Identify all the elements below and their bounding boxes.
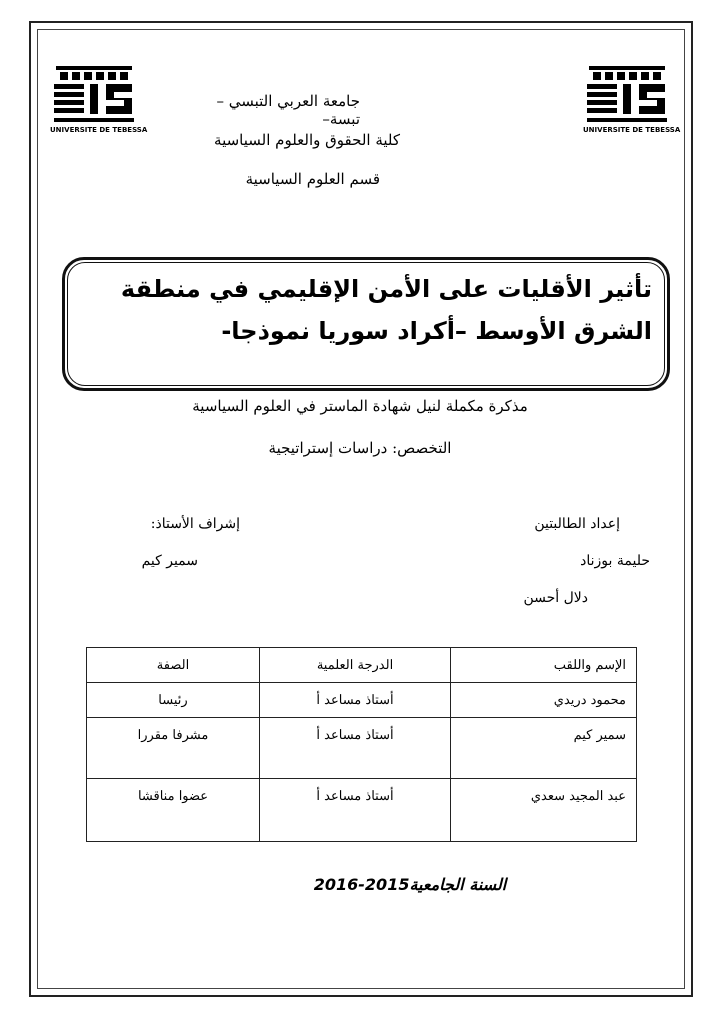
supervisor-label: إشراف الأستاذ: <box>150 516 240 532</box>
table-header-cell: الدرجة العلمية <box>260 648 451 683</box>
faculty-name: كلية الحقوق والعلوم السياسية <box>214 131 400 149</box>
university-logo-right <box>583 62 681 142</box>
university-name: جامعة العربي التبسي –تبسة– <box>216 92 360 128</box>
student-name: دلال أحسن <box>523 590 588 606</box>
table-row <box>87 779 637 842</box>
thesis-subtitle: مذكرة مكملة لنيل شهادة الماستر في العلوم السياسية <box>192 397 528 415</box>
table-cell: عبد المجيد سعدي <box>451 779 637 842</box>
table-cell: محمود دريدي <box>451 683 637 718</box>
logo-caption: UNIVERSITE DE TEBESSA <box>50 126 148 134</box>
student-name: حليمة بوزناد <box>580 553 650 569</box>
table-header-cell: الإسم واللقب <box>451 648 637 683</box>
table-header-row <box>87 648 637 683</box>
supervisor-name: سمير كيم <box>141 553 198 569</box>
tebessa-emblem-icon <box>50 62 138 126</box>
university-logo-left <box>50 62 148 142</box>
table-cell: سمير كيم <box>451 718 637 779</box>
table-header-cell: الصفة <box>87 648 260 683</box>
table-row <box>87 718 637 779</box>
logo-caption: UNIVERSITE DE TEBESSA <box>583 126 681 134</box>
jury-table <box>86 647 637 842</box>
specialty: التخصص: دراسات إستراتيجية <box>268 439 452 457</box>
academic-year: السنة الجامعية2015-2016 <box>313 875 507 894</box>
table-cell: رئيسا <box>87 683 260 718</box>
table-cell: أستاذ مساعد أ <box>260 718 451 779</box>
thesis-title: تأثير الأقليات على الأمن الإقليمي في منطقة الشرق الأوسط –أكراد سوريا نموذجا- <box>120 275 652 345</box>
department-name: قسم العلوم السياسية <box>245 170 380 188</box>
table-cell: عضوا مناقشا <box>87 779 260 842</box>
tebessa-emblem-icon <box>583 62 671 126</box>
table-cell: أستاذ مساعد أ <box>260 779 451 842</box>
table-cell: مشرفا مقررا <box>87 718 260 779</box>
table-cell: أستاذ مساعد أ <box>260 683 451 718</box>
students-label: إعداد الطالبتين <box>534 516 620 532</box>
table-row <box>87 683 637 718</box>
